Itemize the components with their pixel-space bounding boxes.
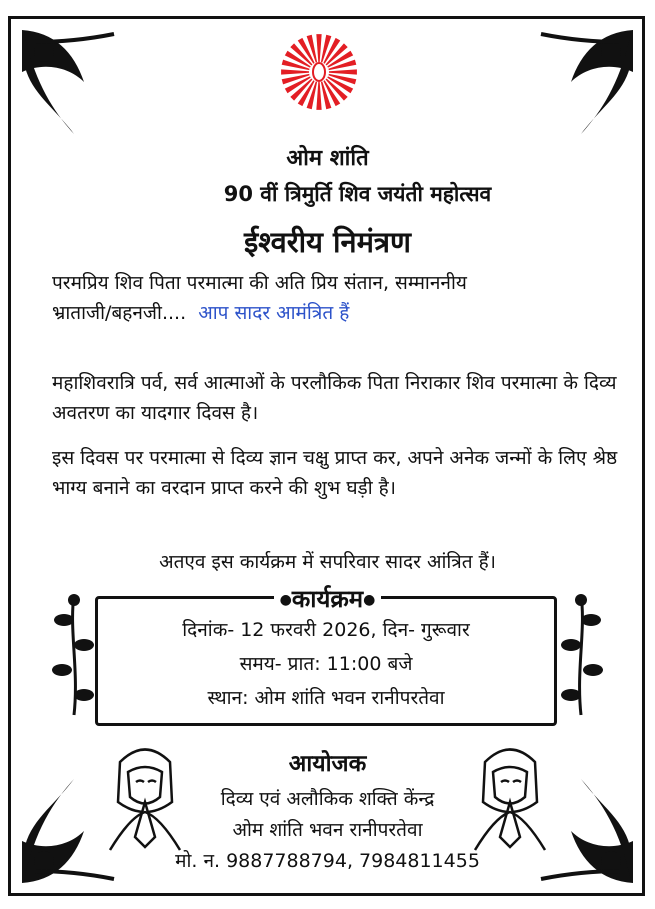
body-paragraph-2: इस दिवस पर परमात्मा से दिव्य ज्ञान चक्षु प्राप्त कर, अपने अनेक जन्मों के लिए श्रेष्ठ भाग्य बनाने का वरदान प्राप्त करने की शुभ घड़ी है। [52, 447, 618, 499]
program-title: ●कार्यक्रम● [0, 582, 655, 615]
shiva-jyoti-logo [279, 32, 359, 112]
program-time: समय- प्रात: 11:00 बजे [239, 653, 413, 675]
organizer-venue: ओम शांति भवन रानीपरतेवा [232, 819, 423, 841]
organizer-title: आयोजक [288, 751, 367, 777]
program-date: दिनांक- 12 फरवरी 2026, दिन- गुरूवार [182, 619, 470, 641]
event-subtitle: 90 वीं त्रिमुर्ति शिव जयंती महोत्सव [223, 182, 492, 206]
invitation-title: ईश्वरीय निमंत्रण [244, 225, 411, 259]
floral-corner-icon [521, 22, 641, 142]
body-paragraph-1: महाशिवरात्रि पर्व, सर्व आत्माओं के परलौकिक पिता निराकार शिव परमात्मा के दिव्य अवतरण का यादगार दिवस है। [52, 372, 617, 424]
organizer-phone: मो. न. 9887788794, 7984811455 [175, 850, 480, 872]
greeting-line-2: भ्राताजी/बहनजी.... [52, 302, 187, 324]
floral-corner-icon [14, 22, 134, 142]
invite-text: आप सादर आमंत्रित हैं [198, 302, 350, 324]
greeting-line-1: परमप्रिय शिव पिता परमात्मा की अति प्रिय संतान, सम्माननीय [52, 272, 467, 294]
om-shanti-heading: ओम शांति [286, 146, 369, 171]
organizer-name: दिव्य एवं अलौकिक शक्ति केंन्द्र [220, 788, 435, 810]
program-place: स्थान: ओम शांति भवन रानीपरतेवा [207, 687, 445, 709]
greeting-text [52, 268, 632, 328]
closing-line: अतएव इस कार्यक्रम में सपरिवार सादर आंत्रित हैं। [159, 551, 496, 573]
